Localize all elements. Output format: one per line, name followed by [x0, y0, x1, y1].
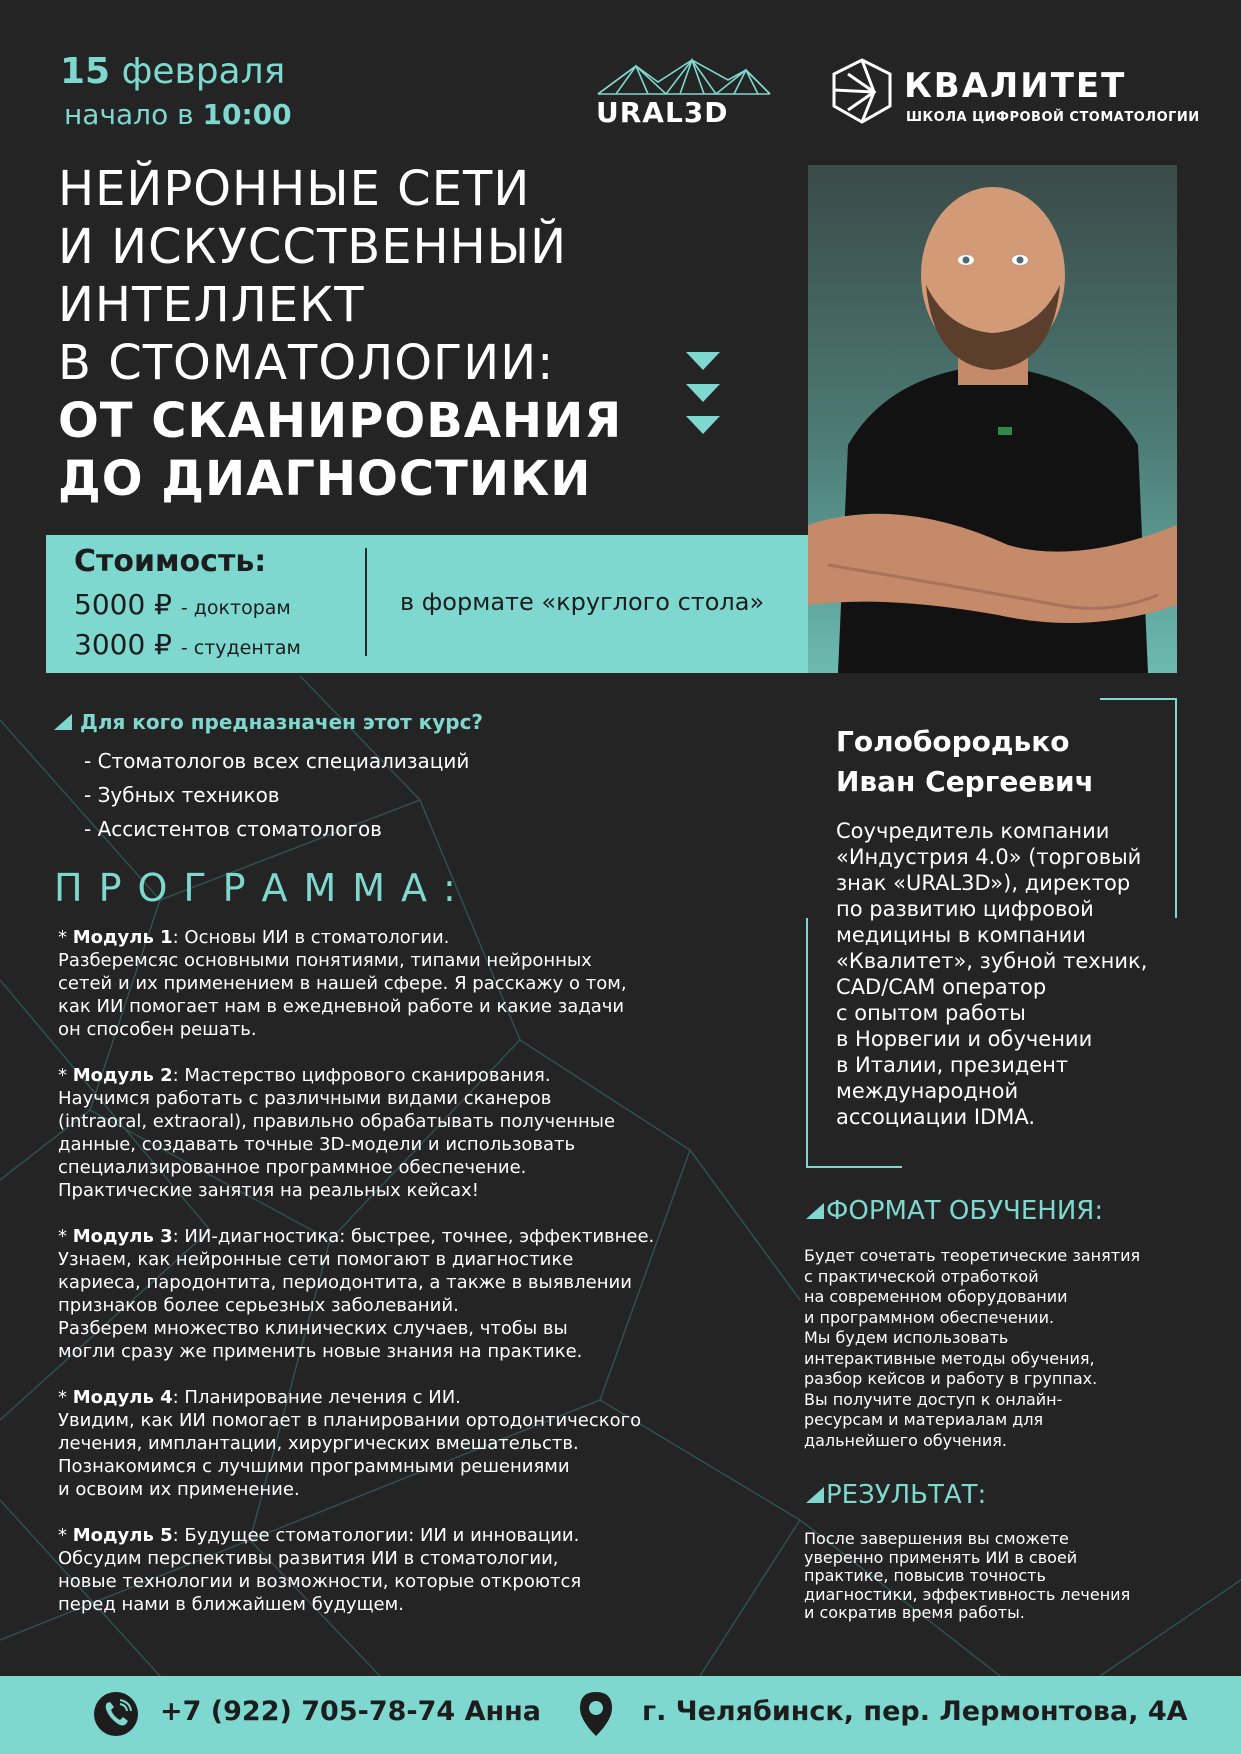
- program-modules: [58, 926, 758, 1639]
- phone-icon: [92, 1690, 140, 1738]
- price-heading: Стоимость:: [74, 544, 267, 579]
- triangle-bullet-icon: [806, 1487, 824, 1503]
- title-line-bold: ДО ДИАГНОСТИКИ: [58, 451, 592, 507]
- triangle-bullet-icon: [54, 714, 72, 730]
- contact-address: г. Челябинск, пер. Лермонтова, 4А: [642, 1696, 1188, 1727]
- speaker-portrait-illustration: [808, 165, 1177, 673]
- speaker-frame-line: [1100, 698, 1176, 700]
- audience-heading: Для кого предназначен этот курс?: [54, 710, 483, 734]
- program-module: * Модуль 1: Основы ИИ в стоматологии. Разберемсяс основными понятиями, типами нейронных сетей и их применением в нашей сфере. Я расскажу о том, как ИИ помогает нам в ежедневной работе и какие задачи он способен решать.: [58, 927, 627, 1040]
- training-format-text: Будет сочетать теоретические занятия с практической отработкой на современном оборудовании и программном обеспечении. Мы будем использовать интерактивные методы обучения, разбор кейсов и работу в группах. Вы получите доступ к онлайн- ресурсам и материалам для дальнейшего обучения.: [804, 1246, 1141, 1450]
- page-title: [58, 160, 718, 508]
- title-line: НЕЙРОННЫЕ СЕТИ: [58, 161, 531, 217]
- list-item: - Ассистентов стоматологов: [84, 817, 382, 841]
- event-time: начало в 10:00: [64, 98, 292, 131]
- result-heading: РЕЗУЛЬТАТ:: [806, 1480, 986, 1510]
- audience-list: [84, 744, 469, 846]
- location-pin-icon: [572, 1690, 620, 1738]
- kvalitet-logo-subtitle: ШКОЛА ЦИФРОВОЙ СТОМАТОЛОГИИ: [906, 110, 1200, 125]
- price-student: 3000 ₽ - студентам: [74, 628, 301, 661]
- price-doctor: 5000 ₽ - докторам: [74, 588, 291, 621]
- triangle-bullet-icon: [806, 1203, 824, 1219]
- program-module: * Модуль 5: Будущее стоматологии: ИИ и инновации. Обсудим перспективы развития ИИ в стоматологии, новые технологии и возможности, которые откроются перед нами в ближайшем будущем.: [58, 1525, 582, 1615]
- kvalitet-logo-name: КВАЛИТЕТ: [904, 66, 1127, 106]
- speaker-frame-line: [1175, 698, 1177, 918]
- program-module: * Модуль 2: Мастерство цифрового сканирования. Научимся работать с различными видами сканеров (intraoral, extraoral), правильно обрабатывать полученные данные, создавать точные 3D-модели и использовать специализированное программное обеспечение. Практические занятия на реальных кейсах!: [58, 1065, 616, 1201]
- title-line: И ИСКУССТВЕННЫЙ: [58, 219, 567, 275]
- speaker-name: Голобородько Иван Сергеевич: [836, 725, 1094, 798]
- speaker-bio: Соучредитель компании «Индустрия 4.0» (торговый знак «URAL3D»), директор по развитию цифровой медицины в компании «Квалитет», зубной техник, CAD/CAM оператор с опытом работы в Норвегии и обучении в Италии, президент международной ассоциации IDMA.: [836, 819, 1148, 1129]
- event-date: 15 февраля: [60, 51, 286, 92]
- title-line-bold: ОТ СКАНИРОВАНИЯ: [58, 393, 623, 449]
- list-item: - Стоматологов всех специализаций: [84, 749, 470, 773]
- ural3d-logo-text: URAL3D: [596, 96, 729, 129]
- training-format-heading: ФОРМАТ ОБУЧЕНИЯ:: [806, 1196, 1103, 1226]
- program-module: * Модуль 4: Планирование лечения с ИИ. Увидим, как ИИ помогает в планировании ортодонтического лечения, имплантации, хирургических вмешательств. Познакомимся с лучшими программными решениями и освоим их применение.: [58, 1387, 642, 1500]
- event-format: в формате «круглого стола»: [400, 588, 765, 616]
- speaker-photo: [808, 165, 1177, 673]
- contact-phone[interactable]: +7 (922) 705-78-74 Анна: [160, 1696, 541, 1727]
- kvalitet-logo-icon: [828, 56, 898, 126]
- title-line: В СТОМАТОЛОГИИ:: [58, 335, 555, 391]
- chevron-down-icon: [686, 384, 720, 402]
- chevron-down-icon: [686, 416, 720, 434]
- result-text: После завершения вы сможете уверенно применять ИИ в своей практике, повысив точность диагностики, эффективность лечения и сократив время работы.: [804, 1529, 1131, 1622]
- speaker-frame-line: [806, 918, 808, 1166]
- speaker-frame-line: [806, 1166, 902, 1168]
- list-item: - Зубных техников: [84, 783, 280, 807]
- program-module: * Модуль 3: ИИ-диагностика: быстрее, точнее, эффективнее. Узнаем, как нейронные сети помогают в диагностике кариеса, пародонтита, периодонтита, а также в выявлении признаков более серьезных заболеваний. Разберем множество клинических случаев, чтобы вы могли сразу же применить новые знания на практике.: [58, 1226, 655, 1362]
- price-divider: [365, 548, 367, 656]
- title-line: ИНТЕЛЛЕКТ: [58, 277, 365, 333]
- program-heading: ПРОГРАММА:: [54, 866, 472, 910]
- chevron-down-icon: [686, 352, 720, 370]
